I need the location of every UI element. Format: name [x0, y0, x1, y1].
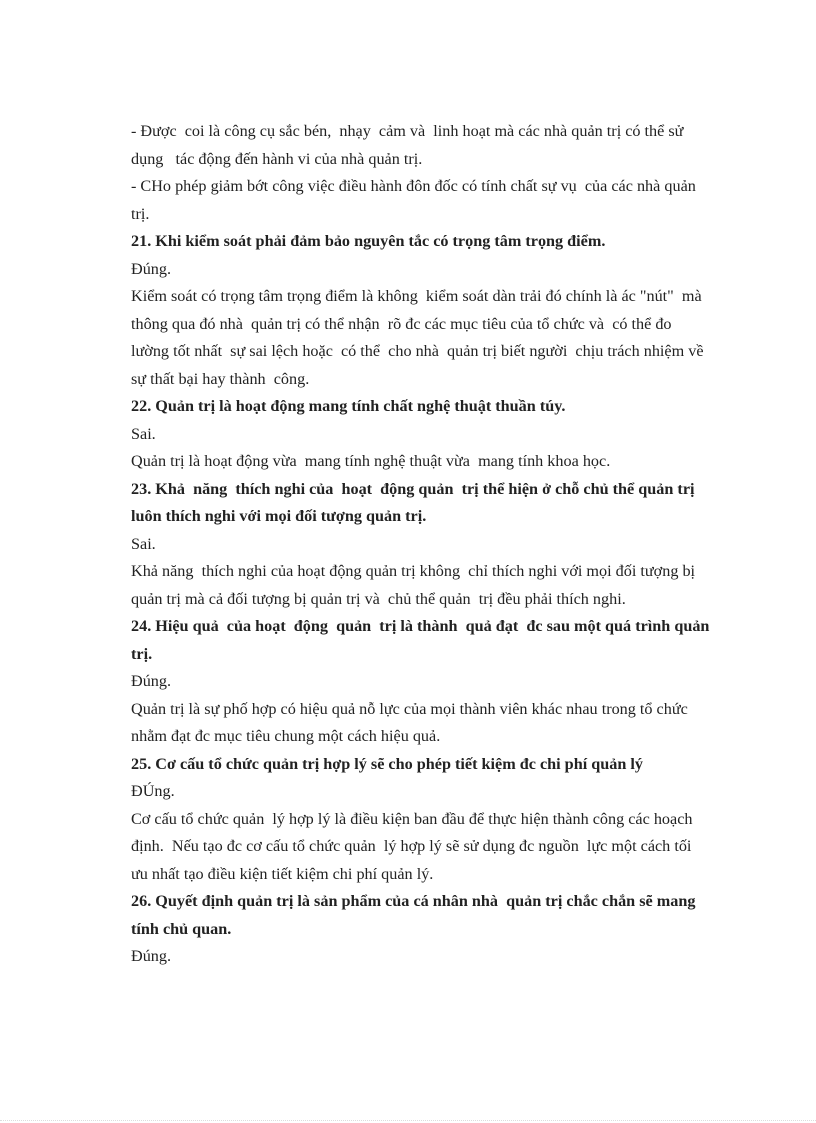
answer-line: Sai.: [131, 534, 156, 553]
paragraph-line: - CHo phép giảm bớt công việc điều hành đôn đốc có tính chất sự vụ của các nhà quản: [131, 177, 696, 195]
answer-line: ĐÚng.: [131, 782, 175, 800]
paragraph-line: Kiểm soát có trọng tâm trọng điểm là không kiểm soát dàn trải đó chính là ác "nút" mà: [131, 287, 702, 305]
paragraph-line: định. Nếu tạo đc cơ cấu tổ chức quản lý hợp lý sẽ sử dụng đc nguồn lực một cách tối: [131, 837, 692, 855]
question-line: 24. Hiệu quả của hoạt động quản trị là thành quả đạt đc sau một quá trình quản: [131, 617, 710, 635]
question-line: trị.: [131, 644, 153, 663]
document-page: [131, 118, 736, 971]
answer-line: Đúng.: [131, 672, 172, 690]
question-line: 25. Cơ cấu tổ chức quản trị hợp lý sẽ cho phép tiết kiệm đc chi phí quản lý: [131, 754, 643, 773]
answer-line: Sai.: [131, 424, 156, 443]
paragraph-line: Cơ cấu tổ chức quản lý hợp lý là điều kiện ban đầu để thực hiện thành công các hoạch: [131, 809, 693, 828]
paragraph-line: Quản trị là sự phố hợp có hiệu quả nỗ lực của mọi thành viên khác nhau trong tổ chức: [131, 699, 688, 718]
paragraph-line: Quản trị là hoạt động vừa mang tính nghệ thuật vừa mang tính khoa học.: [131, 452, 611, 470]
paragraph-line: ưu nhất tạo điều kiện tiết kiệm chi phí quản lý.: [131, 864, 434, 883]
answer-line: Đúng.: [131, 259, 172, 278]
paragraph-line: - Được coi là công cụ sắc bén, nhạy cảm và linh hoạt mà các nhà quản trị có thể sử: [131, 122, 684, 140]
paragraph-line: lường tốt nhất sự sai lệch hoặc có thể cho nhà quản trị biết người chịu trách nhiệm về: [131, 342, 704, 360]
question-line: 26. Quyết định quản trị là sản phẩm của cá nhân nhà quản trị chắc chắn sẽ mang: [131, 892, 696, 910]
paragraph-line: nhằm đạt đc mục tiêu chung một cách hiệu quả.: [131, 727, 441, 745]
paragraph-line: quản trị mà cả đối tượng bị quản trị và chủ thể quản trị đều phải thích nghi.: [131, 589, 626, 608]
page-bottom-divider: [0, 1120, 816, 1121]
question-line: 22. Quản trị là hoạt động mang tính chất nghệ thuật thuần túy.: [131, 397, 566, 415]
question-line: 21. Khi kiểm soát phải đảm bảo nguyên tắc có trọng tâm trọng điểm.: [131, 232, 606, 250]
answer-line: Đúng.: [131, 947, 172, 965]
paragraph-line: trị.: [131, 204, 150, 223]
paragraph-line: thông qua đó nhà quản trị có thể nhận rõ đc các mục tiêu của tổ chức và có thể đo: [131, 314, 672, 333]
question-line: tính chủ quan.: [131, 919, 232, 938]
paragraph-line: dụng tác động đến hành vi của nhà quản trị.: [131, 149, 423, 168]
question-line: 23. Khả năng thích nghi của hoạt động quản trị thể hiện ở chỗ chủ thể quản trị: [131, 479, 695, 498]
question-line: luôn thích nghi với mọi đối tượng quản trị.: [131, 507, 427, 525]
paragraph-line: sự thất bại hay thành công.: [131, 369, 310, 388]
paragraph-line: Khả năng thích nghi của hoạt động quản trị không chỉ thích nghi với mọi đối tượng bị: [131, 562, 696, 580]
